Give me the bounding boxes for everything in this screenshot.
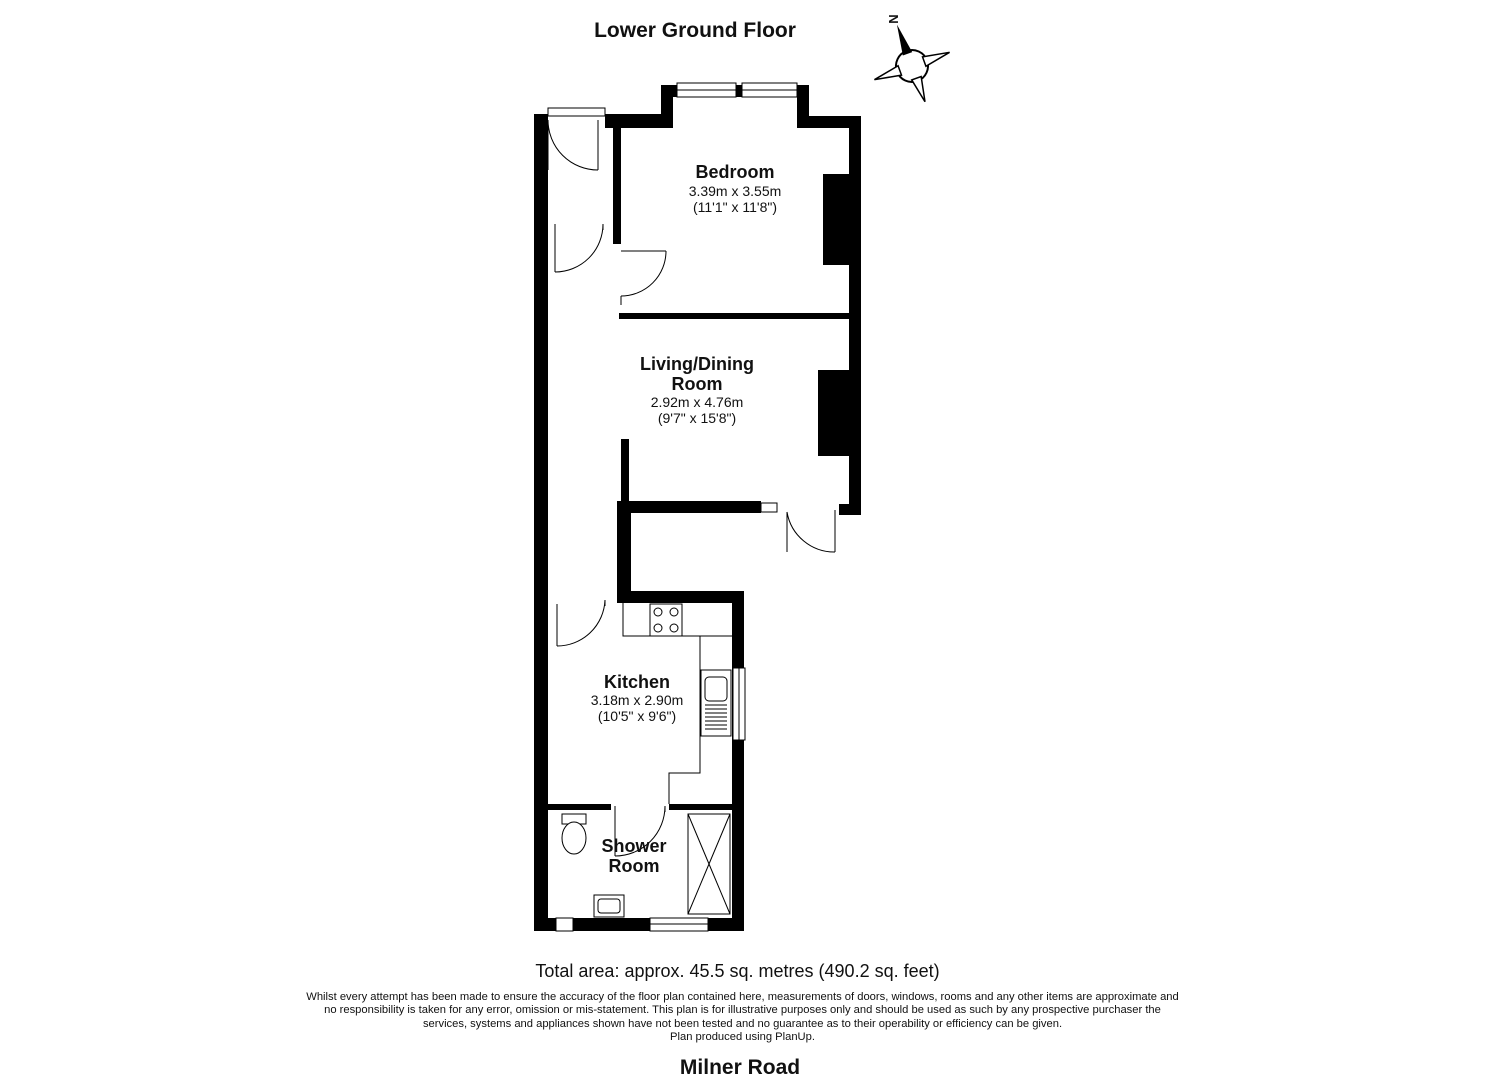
- room-name: Bedroom: [695, 162, 775, 182]
- disclaimer-line: Plan produced using PlanUp.: [670, 1031, 815, 1044]
- disclaimer-line: Whilst every attempt has been made to ensure the accuracy of the floor plan contained here, measurements of doors, windows, rooms and any other items are approximate and: [306, 991, 1179, 1003]
- room-name: Living/Dining: [640, 354, 754, 374]
- room-name: Kitchen: [603, 672, 671, 692]
- doors: [548, 108, 835, 856]
- room-dimension-imperial: (11'1" x 11'8"): [692, 199, 778, 215]
- floor-title: Lower Ground Floor: [594, 19, 796, 42]
- room-name: Room: [671, 374, 723, 394]
- disclaimer: [240, 991, 1245, 1045]
- room-label-shower-room: [601, 836, 666, 876]
- room-dimension-imperial: (10'5" x 9'6"): [597, 708, 677, 724]
- property-name: Milner Road: [679, 1056, 801, 1079]
- room-label-kitchen: [591, 672, 684, 724]
- room-dimension-imperial: (9'7" x 15'8"): [657, 410, 737, 426]
- room-dimension-metric: 3.39m x 3.55m: [688, 183, 782, 199]
- room-dimension-metric: 2.92m x 4.76m: [650, 394, 744, 410]
- room-name: Room: [608, 856, 660, 876]
- room-dimension-metric: 3.18m x 2.90m: [590, 692, 684, 708]
- compass-north-label: N: [885, 14, 901, 24]
- disclaimer-line: services, systems and appliances shown have not been tested and no guarantee as to their operability or efficiency can be given.: [422, 1017, 1063, 1030]
- disclaimer-line: no responsibility is taken for any error, omission or mis-statement. This plan is for illustrative purposes only and should be used as such by any prospective purchaser the: [324, 1004, 1161, 1017]
- total-area: Total area: approx. 45.5 sq. metres (490.2 sq. feet): [535, 961, 940, 981]
- room-name: Shower: [601, 836, 667, 856]
- compass-icon: [855, 0, 963, 115]
- room-label-living-dining: [640, 354, 754, 426]
- room-label-bedroom: [689, 162, 782, 215]
